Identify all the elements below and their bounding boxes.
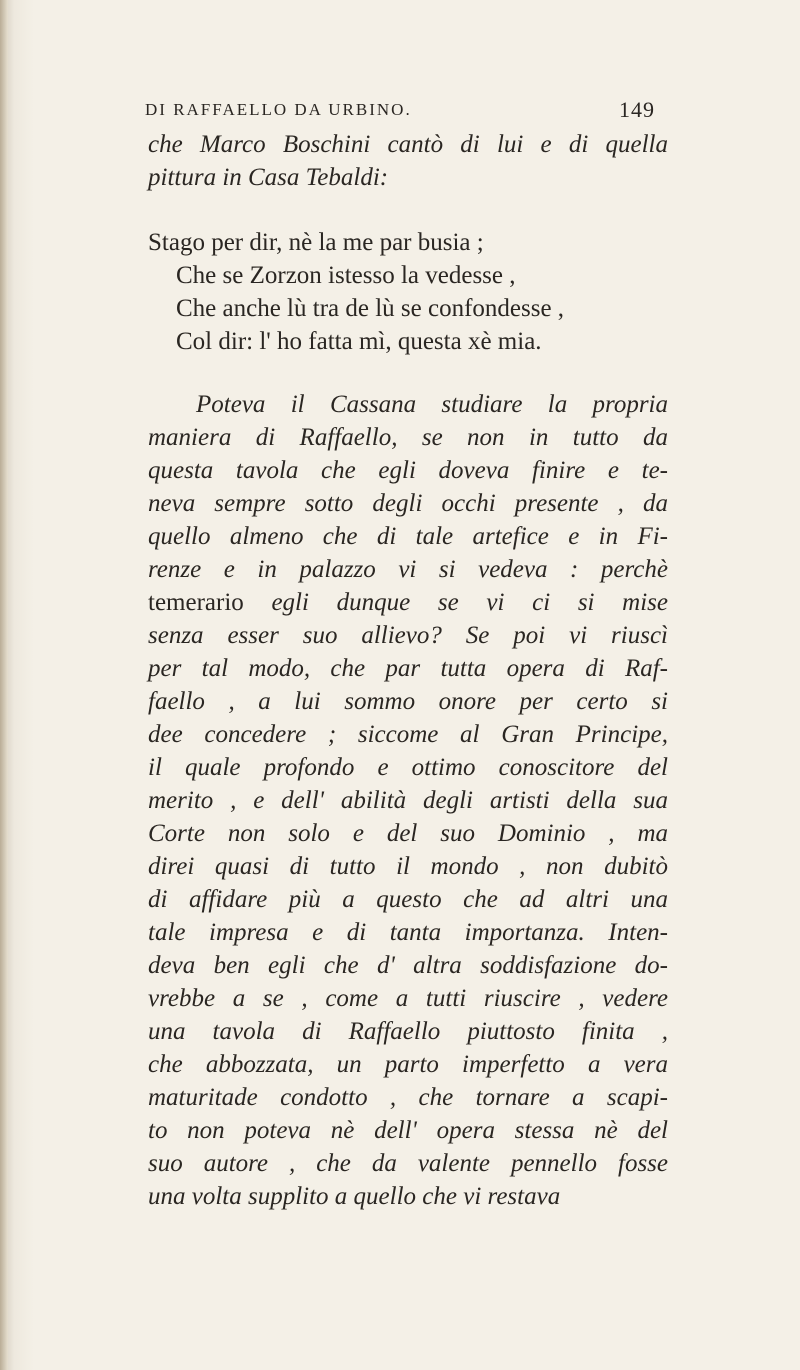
verse-line: Stago per dir, nè la me par busia ; (148, 229, 484, 256)
paragraph-line (148, 388, 668, 421)
page-number: 149 (619, 97, 655, 122)
text-block (148, 128, 668, 1213)
paragraph-line (148, 1180, 668, 1213)
text-run: Poteva il Cassana studiare la propria (196, 391, 668, 418)
verse-line: Che se Zorzon istesso la vedesse , (176, 262, 516, 289)
paragraph-line (148, 586, 668, 619)
paragraph-line (148, 850, 668, 883)
running-head (145, 97, 655, 130)
text-run: tale impresa e di tanta importanza. Inten- (148, 919, 668, 946)
paragraph (148, 388, 668, 1213)
text-run: maturitade condotto , che tornare a scapi- (148, 1084, 668, 1111)
paragraph-line (148, 619, 668, 652)
paragraph-line (148, 751, 668, 784)
text-run: renze e in palazzo vi si vedeva : perchè (148, 556, 668, 583)
text-run: neva sempre sotto degli occhi presente , da (148, 490, 668, 517)
text-run: vrebbe a se , come a tutti riuscire , vedere (148, 985, 668, 1012)
text-run: merito , e dell' abilità degli artisti della sua (148, 787, 668, 814)
intro-line: pittura in Casa Tebaldi: (148, 164, 389, 191)
text-run: questa tavola che egli doveva finire e te- (148, 457, 668, 484)
paragraph-line (148, 487, 668, 520)
text-run: una tavola di Raffaello piuttosto finita , (148, 1018, 668, 1045)
text-run: senza esser suo allievo? Se poi vi riuscì (148, 622, 668, 649)
spacer (148, 194, 668, 226)
paragraph-line (148, 1147, 668, 1180)
paragraph-line (148, 553, 668, 586)
paragraph-line (148, 520, 668, 553)
paragraph-line (148, 454, 668, 487)
text-run: dee concedere ; siccome al Gran Principe, (148, 721, 668, 748)
paragraph-line (148, 784, 668, 817)
paragraph-line (148, 817, 668, 850)
paragraph-line (148, 883, 668, 916)
running-title: DI RAFFAELLO DA URBINO. (145, 100, 412, 119)
text-run: una volta supplito a quello che vi restava (148, 1183, 561, 1210)
paragraph-line (148, 982, 668, 1015)
spacer (148, 358, 668, 388)
paragraph-line (148, 421, 668, 454)
verse-line: Col dir: l' ho fatta mì, questa xè mia. (176, 328, 542, 355)
text-run: direi quasi di tutto il mondo , non dubitò (148, 853, 668, 880)
paragraph-line (148, 1015, 668, 1048)
text-run: per tal modo, che par tutta opera di Raf- (148, 655, 668, 682)
paragraph-line (148, 652, 668, 685)
intro-line: che Marco Boschini cantò di lui e di quella (148, 131, 668, 158)
paragraph-line (148, 718, 668, 751)
text-run: suo autore , che da valente pennello fosse (148, 1150, 668, 1177)
text-run: temerario (148, 589, 272, 616)
paragraph-line (148, 916, 668, 949)
text-run: maniera di Raffaello, se non in tutto da (148, 424, 668, 451)
paragraph-line (148, 1114, 668, 1147)
text-run: quello almeno che di tale artefice e in Fi- (148, 523, 668, 550)
text-run: to non poteva nè dell' opera stessa nè del (148, 1117, 668, 1144)
paragraph-line (148, 685, 668, 718)
paragraph-line (148, 949, 668, 982)
text-run: che abbozzata, un parto imperfetto a vera (148, 1051, 668, 1078)
verse-line: Che anche lù tra de lù se confondesse , (176, 295, 565, 322)
paragraph-line (148, 1048, 668, 1081)
text-run: il quale profondo e ottimo conoscitore del (148, 754, 668, 781)
text-run: egli dunque se vi ci si mise (271, 589, 668, 616)
text-run: deva ben egli che d' altra soddisfazione do- (148, 952, 668, 979)
text-run: faello , a lui sommo onore per certo si (148, 688, 668, 715)
text-run: di affidare più a questo che ad altri una (148, 886, 668, 913)
text-run: Corte non solo e del suo Dominio , ma (148, 820, 668, 847)
paragraph-line (148, 1081, 668, 1114)
binding-edge (0, 0, 8, 1370)
